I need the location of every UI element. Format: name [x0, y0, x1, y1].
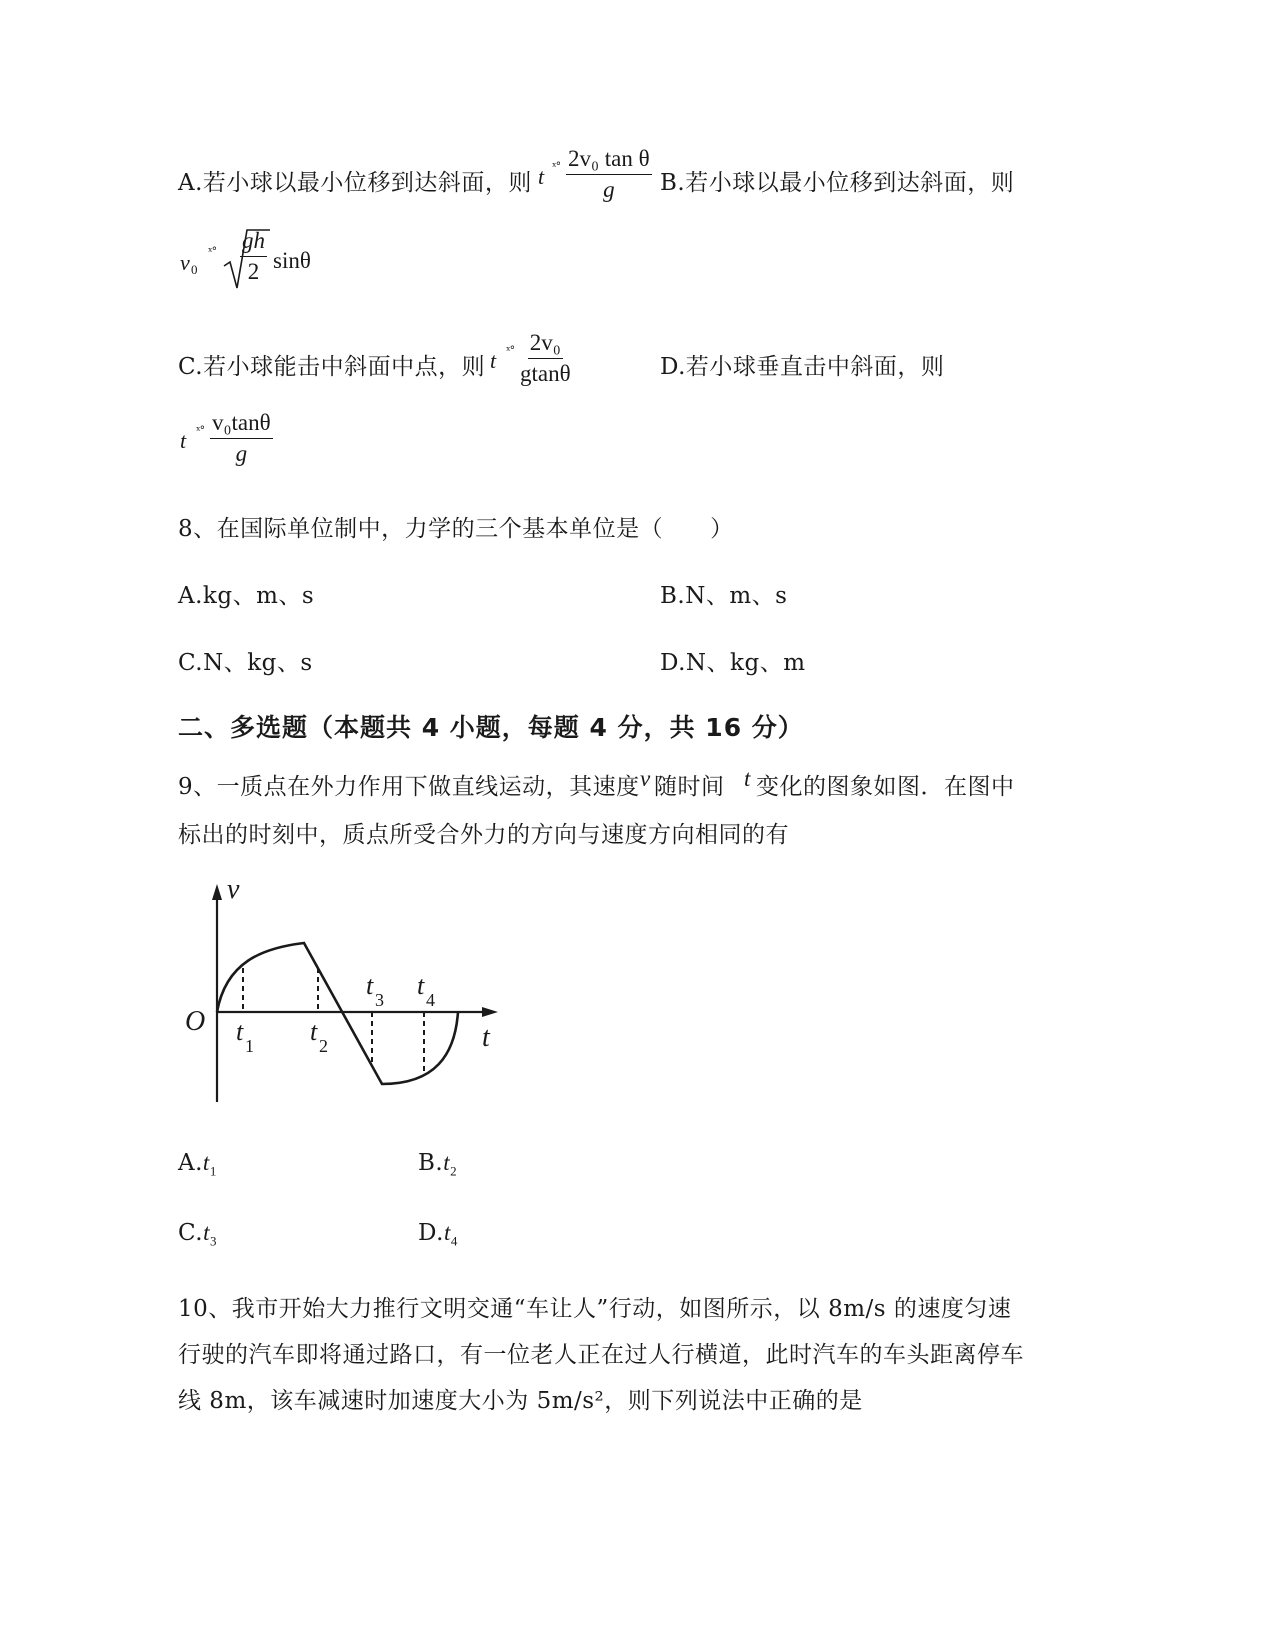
- q7-option-b-radicand: [240, 228, 267, 285]
- y-axis-arrow-icon: [212, 884, 222, 900]
- q7-option-d-label: D.若小球垂直击中斜面，则: [660, 354, 945, 380]
- q9-stem-t: t: [744, 766, 751, 791]
- q9-stem-v: v: [640, 766, 651, 791]
- q7-option-d-fraction: [210, 410, 273, 467]
- q8-option-a: A.kg、m、s: [178, 583, 315, 609]
- q9-option-d-label: D.: [418, 1220, 444, 1246]
- q9-option-a-label: A.: [178, 1150, 203, 1176]
- q7-option-b-label: B.若小球以最小位移到达斜面，则: [660, 170, 1015, 196]
- t3-label-sub: 3: [375, 990, 384, 1010]
- q9-stem-part1: 9、一质点在外力作用下做直线运动，其速度: [178, 774, 640, 800]
- q9-option-a-sub: 1: [209, 1163, 217, 1179]
- q7-option-a-symbol: ˣ°: [552, 160, 561, 173]
- x-axis-label: t: [482, 1022, 490, 1053]
- q9-option-b: [418, 1150, 457, 1180]
- velocity-time-graph: [170, 870, 510, 1110]
- origin-label: O: [185, 1006, 206, 1037]
- q7-option-c-label: C.若小球能击中斜面中点，则: [178, 354, 486, 380]
- q7-option-c-fraction: [520, 330, 571, 387]
- q9-option-c-sub: 3: [209, 1233, 217, 1249]
- q8-option-d: D.N、kg、m: [660, 650, 806, 676]
- q9-option-c-t: t: [203, 1220, 210, 1245]
- velocity-curve: [217, 943, 458, 1084]
- q7-option-b-lhs: v: [180, 250, 190, 275]
- q10-line2: 行驶的汽车即将通过路口，有一位老人正在过人行横道，此时汽车的车头距离停车: [178, 1342, 1024, 1368]
- q7-option-a-denominator: g: [603, 177, 615, 202]
- t2-label-sub: 2: [319, 1036, 328, 1056]
- t3-label: t: [366, 971, 374, 1000]
- q7-option-c-denominator: gtanθ: [520, 361, 571, 386]
- section-heading: 二、多选题（本题共 4 小题，每题 4 分，共 16 分）: [178, 713, 804, 742]
- q9-stem-part3: 变化的图象如图．在图中: [756, 774, 1015, 800]
- q7-option-b-tail: sinθ: [273, 248, 311, 273]
- q9-option-d-t: t: [443, 1220, 451, 1245]
- q9-option-c-label: C.: [178, 1220, 204, 1246]
- y-axis-label: v: [227, 874, 240, 905]
- q7-option-d-symbol: ˣ°: [196, 424, 205, 437]
- t4-label-sub: 4: [426, 990, 435, 1010]
- q10-line1: 10、我市开始大力推行文明交通“车让人”行动，如图所示，以 8m/s 的速度匀速: [178, 1296, 1012, 1322]
- q10-line3: 线 8m，该车减速时加速度大小为 5m/s²，则下列说法中正确的是: [178, 1388, 863, 1414]
- q7-option-a-numerator: 2v₀ tan θ: [566, 146, 652, 175]
- q9-option-b-sub: 2: [450, 1163, 458, 1179]
- q7-option-a-var: t: [538, 164, 545, 189]
- q8-stem: 8、在国际单位制中，力学的三个基本单位是（ ）: [178, 516, 734, 542]
- x-axis-arrow-icon: [482, 1007, 498, 1017]
- q9-option-b-t: t: [443, 1150, 451, 1175]
- t1-label: t: [236, 1017, 244, 1046]
- q7-option-d-numerator: v₀tanθ: [210, 410, 273, 439]
- t4-label: t: [417, 971, 425, 1000]
- t1-label-sub: 1: [245, 1036, 254, 1056]
- q7-option-b-radicand-den: 2: [247, 259, 260, 284]
- q9-option-a: [178, 1150, 217, 1180]
- q9-option-d-sub: 4: [450, 1233, 458, 1249]
- q9-option-c: [178, 1220, 217, 1250]
- q7-option-a-fraction: [566, 146, 652, 203]
- q7-option-c-var: t: [490, 348, 497, 373]
- q9-stem-part2: 随时间: [654, 774, 725, 800]
- q7-option-a-label: A.若小球以最小位移到达斜面，则: [178, 170, 532, 196]
- q7-option-b-radicand-num: gh: [240, 228, 267, 257]
- q9-option-d: [418, 1220, 458, 1250]
- q7-option-d-denominator: g: [235, 441, 248, 466]
- q9-option-b-label: B.: [418, 1150, 444, 1176]
- q9-option-a-t: t: [202, 1150, 210, 1175]
- q7-option-b-lhs-sub: 0: [191, 262, 198, 277]
- q8-option-c: C.N、kg、s: [178, 650, 313, 676]
- t2-label: t: [310, 1017, 318, 1046]
- q7-option-c-numerator: 2v₀: [528, 330, 563, 359]
- q8-option-b: B.N、m、s: [660, 583, 788, 609]
- q7-option-b-symbol: ˣ°: [208, 245, 217, 258]
- q9-stem-line2: 标出的时刻中，质点所受合外力的方向与速度方向相同的有: [178, 822, 789, 848]
- q7-option-d-var: t: [180, 428, 187, 453]
- q7-option-c-symbol: ˣ°: [506, 344, 515, 357]
